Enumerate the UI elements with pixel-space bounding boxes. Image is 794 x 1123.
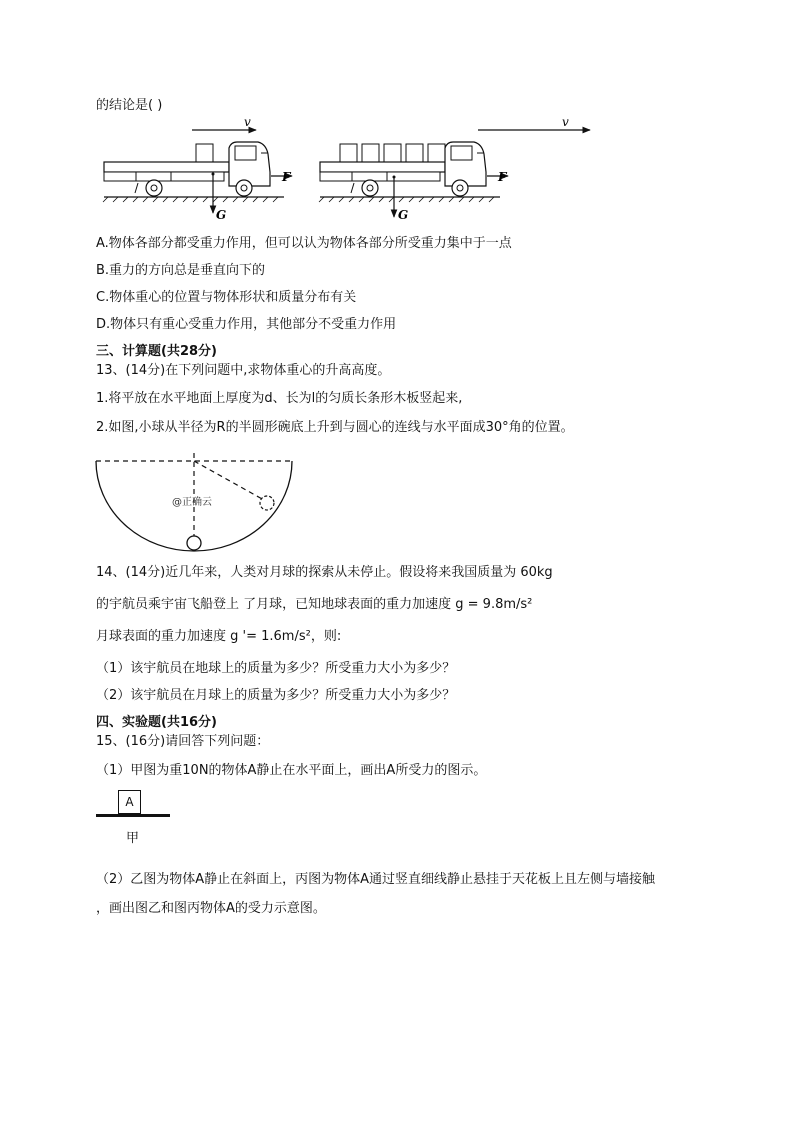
angled-radius-line bbox=[194, 461, 264, 500]
ball-raised bbox=[260, 496, 274, 510]
question-15-sub-1: （1）甲图为重10N的物体A静止在水平面上，画出A所受力的图示。 bbox=[96, 763, 487, 778]
question-15-sub-2-line-1: （2）乙图为物体A静止在斜面上，丙图为物体A通过竖直细线静止悬挂于天花板上且左侧与墙接触 bbox=[96, 872, 656, 887]
option-a: A.物体各部分都受重力作用，但可以认为物体各部分所受重力集中于一点 bbox=[96, 236, 512, 251]
ground-line bbox=[96, 814, 170, 817]
ball-bottom bbox=[187, 536, 201, 550]
section-3-title: 三、计算题(共28分) bbox=[96, 344, 217, 359]
gravity-label-right: G bbox=[398, 208, 409, 222]
option-b: B.重力的方向总是垂直向下的 bbox=[96, 263, 266, 278]
question-13-part-2: 2.如图,小球从半径为R的半圆形碗底上升到与圆心的连线与水平面成30°角的位置。 bbox=[96, 420, 574, 435]
question-14-line-3: 月球表面的重力加速度 g '= 1.6m/s²，则: bbox=[96, 629, 342, 644]
question-13-part-1: 1.将平放在水平地面上厚度为d、长为l的匀质长条形木板竖起来, bbox=[96, 391, 463, 406]
question-15-sub-2-line-2: ，画出图乙和图丙物体A的受力示意图。 bbox=[96, 901, 326, 916]
figure-jia bbox=[96, 790, 170, 846]
velocity-label-right: v bbox=[562, 115, 569, 129]
force-label-left: F bbox=[282, 170, 291, 184]
section-4-title: 四、实验题(共16分) bbox=[96, 715, 217, 730]
truck-left bbox=[103, 115, 292, 222]
bowl-figure bbox=[94, 452, 298, 556]
gravity-label-left: G bbox=[216, 208, 227, 222]
question-14-sub-2: （2）该宇航员在月球上的质量为多少？所受重力大小为多少？ bbox=[96, 688, 456, 703]
velocity-label-left: v bbox=[244, 115, 251, 129]
question-15-stem: 15、(16分)请回答下列问题： bbox=[96, 734, 270, 749]
question-14-sub-1: （1）该宇航员在地球上的质量为多少？所受重力大小为多少？ bbox=[96, 661, 456, 676]
option-c: C.物体重心的位置与物体形状和质量分布有关 bbox=[96, 290, 357, 305]
truck-figure bbox=[96, 113, 569, 225]
question-14-line-2: 的宇航员乘宇宙飞船登上 了月球，已知地球表面的重力加速度 g = 9.8m/s² bbox=[96, 597, 533, 612]
block-a bbox=[118, 790, 141, 814]
question-13-stem: 13、(14分)在下列问题中,求物体重心的升高高度。 bbox=[96, 363, 391, 378]
question-14-line-1: 14、(14分)近几年来，人类对月球的探索从未停止。假设将来我国质量为 60kg bbox=[96, 565, 553, 580]
option-d: D.物体只有重心受重力作用，其他部分不受重力作用 bbox=[96, 317, 397, 332]
watermark-text: @正确云 bbox=[172, 497, 212, 508]
figure-jia-label: 甲 bbox=[126, 831, 140, 846]
question-12-stem-tail: 的结论是( ) bbox=[96, 98, 163, 113]
block-a-label: A bbox=[125, 795, 134, 809]
force-label-right: F bbox=[498, 170, 507, 184]
truck-right bbox=[319, 115, 590, 222]
